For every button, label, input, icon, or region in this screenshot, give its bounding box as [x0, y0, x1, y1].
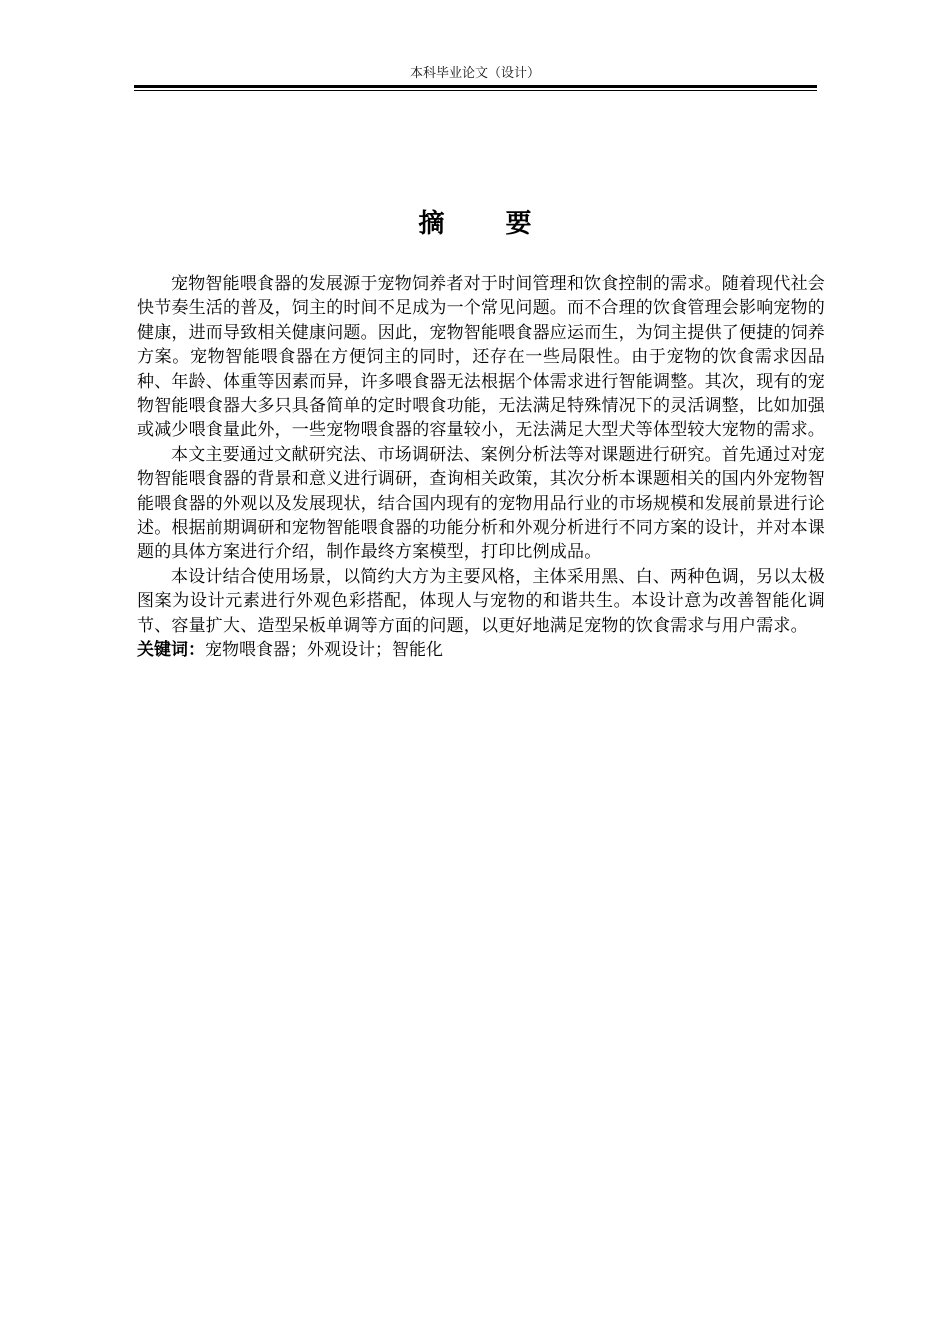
keywords-line	[137, 638, 825, 662]
keywords-label: 关键词：	[137, 640, 205, 661]
abstract-paragraph-2: 本文主要通过文献研究法、市场调研法、案例分析法等对课题进行研究。首先通过对宠物智能喂食器的背景和意义进行调研，查询相关政策，其次分析本课题相关的国内外宠物智能喂食器的外观以及发展现状，结合国内现有的宠物用品行业的市场规模和发展前景进行论述。根据前期调研和宠物智能喂食器的功能分析和外观分析进行不同方案的设计，并对本课题的具体方案进行介绍，制作最终方案模型，打印比例成品。	[137, 444, 825, 563]
abstract-title: 摘 要	[418, 209, 558, 239]
abstract-paragraph-1: 宠物智能喂食器的发展源于宠物饲养者对于时间管理和饮食控制的需求。随着现代社会快节奏生活的普及，饲主的时间不足成为一个常见问题。而不合理的饮食管理会影响宠物的健康，进而导致相关健康问题。因此，宠物智能喂食器应运而生，为饲主提供了便捷的饲养方案。宠物智能喂食器在方便饲主的同时，还存在一些局限性。由于宠物的饮食需求因品种、年龄、体重等因素而异，许多喂食器无法根据个体需求进行智能调整。其次，现有的宠物智能喂食器大多只具备简单的定时喂食功能，无法满足特殊情况下的灵活调整，比如加强或减少喂食量此外，一些宠物喂食器的容量较小，无法满足大型犬等体型较大宠物的需求。	[137, 274, 825, 441]
header-rule-thin	[134, 90, 817, 91]
abstract-body	[137, 272, 825, 663]
keywords-text: 宠物喂食器；外观设计；智能化	[205, 640, 443, 661]
header-rule	[134, 85, 817, 88]
abstract-paragraph-3: 本设计结合使用场景，以简约大方为主要风格，主体采用黑、白、两种色调，另以太极图案为设计元素进行外观色彩搭配，体现人与宠物的和谐共生。本设计意为改善智能化调节、容量扩大、造型呆板单调等方面的问题，以更好地满足宠物的饮食需求与用户需求。	[137, 566, 825, 636]
running-header: 本科毕业论文（设计）	[409, 66, 540, 81]
